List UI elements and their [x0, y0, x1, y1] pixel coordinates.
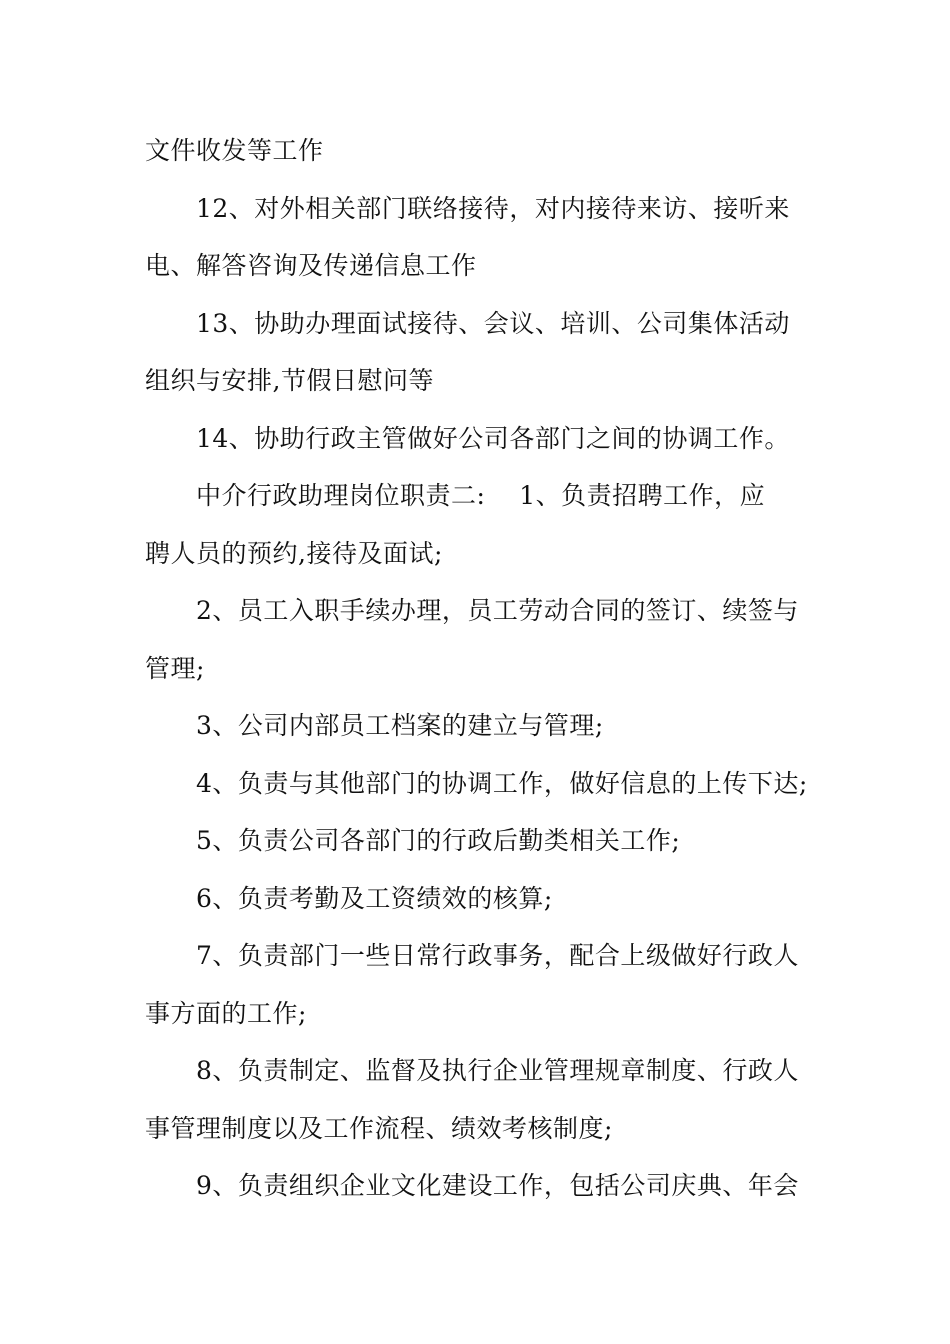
text-line: 4、负责与其他部门的协调工作，做好信息的上传下达;	[196, 769, 808, 798]
text-line: 管理;	[145, 654, 205, 683]
text-line: 12、对外相关部门联络接待，对内接待来访、接听来	[196, 194, 790, 223]
text-line: 3、公司内部员工档案的建立与管理;	[196, 711, 604, 740]
text-line: 2、员工入职手续办理，员工劳动合同的签订、续签与	[196, 596, 799, 625]
text-line: 9、负责组织企业文化建设工作，包括公司庆典、年会	[196, 1171, 799, 1200]
text-line: 7、负责部门一些日常行政事务，配合上级做好行政人	[196, 941, 799, 970]
text-line: 6、负责考勤及工资绩效的核算;	[196, 884, 553, 913]
text-line: 事方面的工作;	[145, 999, 307, 1028]
text-line: 聘人员的预约,接待及面试;	[145, 539, 443, 568]
text-line: 文件收发等工作	[145, 136, 324, 165]
text-line: 5、负责公司各部门的行政后勤类相关工作;	[196, 826, 681, 855]
text-line: 事管理制度以及工作流程、绩效考核制度;	[145, 1114, 613, 1143]
text-line: 14、协助行政主管做好公司各部门之间的协调工作。	[196, 424, 790, 453]
text-line: 13、协助办理面试接待、会议、培训、公司集体活动	[196, 309, 790, 338]
text-line: 电、解答咨询及传递信息工作	[145, 251, 477, 280]
section-heading-line: 中介行政助理岗位职责二: 1、负责招聘工作，应	[196, 481, 766, 510]
text-line: 组织与安排,节假日慰问等	[145, 366, 434, 395]
text-line: 8、负责制定、监督及执行企业管理规章制度、行政人	[196, 1056, 799, 1085]
